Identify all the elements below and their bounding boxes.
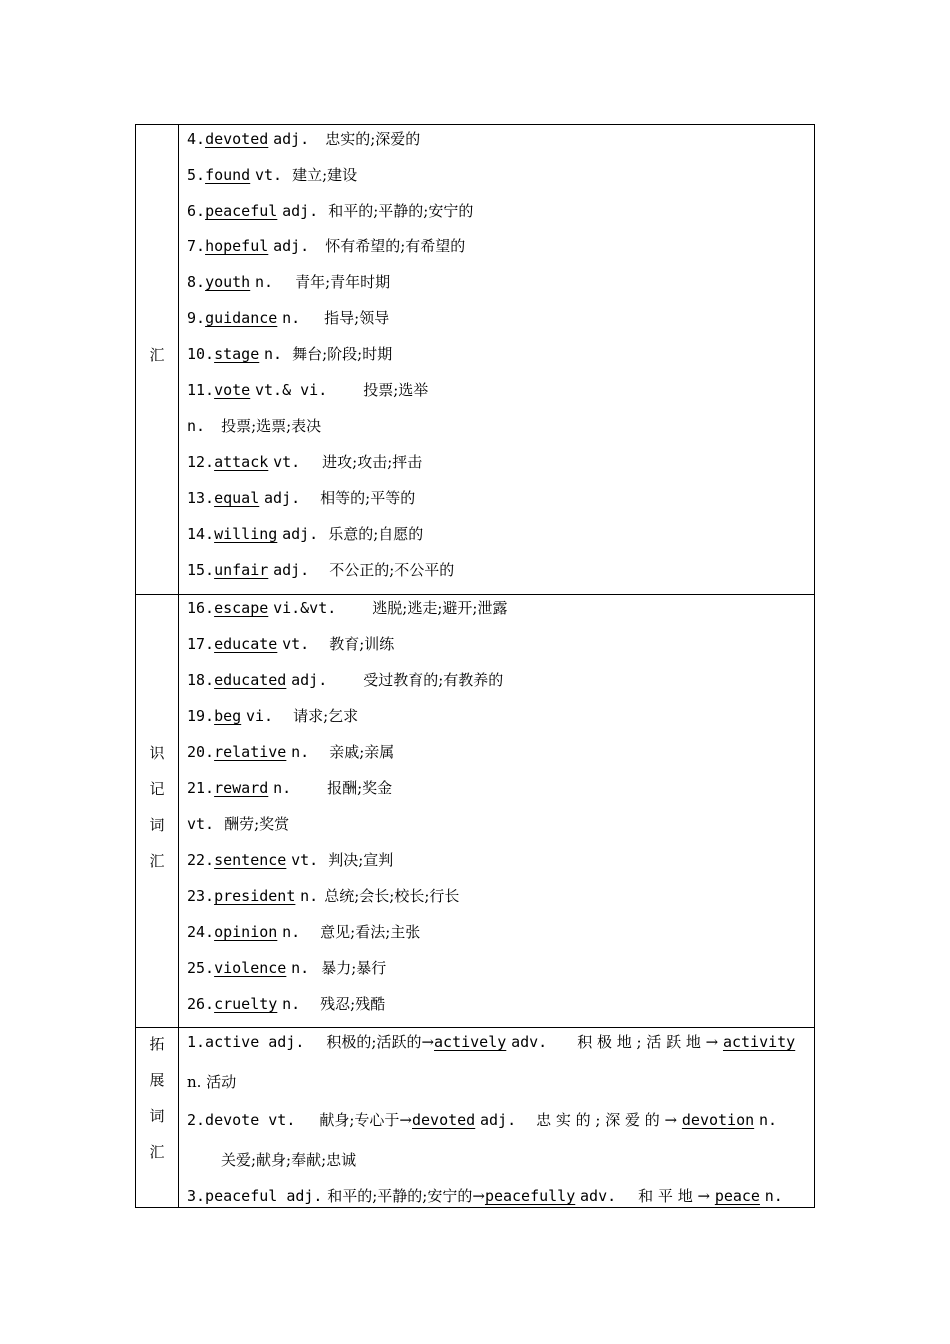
list-item: 9.guidance n. 指导;领导 xyxy=(187,309,390,327)
list-item: 3.peaceful adj. 和平的;平静的;安宁的→peacefully adv. 和 平 地 → peace n. xyxy=(187,1187,783,1205)
list-item: 2.devote vt. 献身;专心于→devoted adj. 忠 实 的 ; 深 爱 的 → devotion n. xyxy=(187,1111,777,1129)
section-label-cell xyxy=(136,1028,179,1207)
section-label-char: 汇 xyxy=(149,852,165,870)
list-item: n. 投票;选票;表决 xyxy=(187,417,322,435)
section-content-cell xyxy=(178,595,814,1027)
section-label-char: 汇 xyxy=(149,346,165,364)
list-item: 18.educated adj. 受过教育的;有教养的 xyxy=(187,671,504,689)
list-item: 20.relative n. 亲戚;亲属 xyxy=(187,743,395,761)
list-item: 17.educate vt. 教育;训练 xyxy=(187,635,395,653)
list-item: 25.violence n. 暴力;暴行 xyxy=(187,959,387,977)
table-section-3 xyxy=(136,1027,814,1207)
section-label-char: 汇 xyxy=(149,1143,165,1161)
list-item: 12.attack vt. 进攻;攻击;抨击 xyxy=(187,453,423,471)
list-item: 23.president n. 总统;会长;校长;行长 xyxy=(187,887,460,905)
section-label-char: 展 xyxy=(149,1071,165,1089)
list-item: 14.willing adj. 乐意的;自愿的 xyxy=(187,525,424,543)
section-label-char: 拓 xyxy=(149,1035,165,1053)
table-section-2 xyxy=(136,594,814,1027)
list-item: n. 活动 xyxy=(187,1073,237,1091)
section-label-cell xyxy=(136,595,179,1027)
section-content-cell xyxy=(178,125,814,594)
section-label-char: 识 xyxy=(149,744,165,762)
list-item: 11.vote vt.& vi. 投票;选举 xyxy=(187,381,429,399)
list-item: 24.opinion n. 意见;看法;主张 xyxy=(187,923,421,941)
section-label-char: 词 xyxy=(149,1107,165,1125)
list-item: 19.beg vi. 请求;乞求 xyxy=(187,707,359,725)
list-item: 6.peaceful adj. 和平的;平静的;安宁的 xyxy=(187,202,474,220)
list-item: 7.hopeful adj. 怀有希望的;有希望的 xyxy=(187,237,466,255)
section-label-cell xyxy=(136,125,179,594)
section-label-char: 词 xyxy=(149,816,165,834)
list-item: 5.found vt. 建立;建设 xyxy=(187,166,358,184)
list-item: 15.unfair adj. 不公正的;不公平的 xyxy=(187,561,455,579)
list-item: 1.active adj. 积极的;活跃的→actively adv. 积 极 地 ; 活 跃 地 → activity xyxy=(187,1033,796,1051)
list-item: 8.youth n. 青年;青年时期 xyxy=(187,273,391,291)
list-item: 关爱;献身;奉献;忠诚 xyxy=(221,1151,357,1169)
table-section-1 xyxy=(136,125,814,594)
vocabulary-table xyxy=(135,124,815,1208)
section-label-char: 记 xyxy=(149,780,165,798)
list-item: 13.equal adj. 相等的;平等的 xyxy=(187,489,416,507)
list-item: 22.sentence vt. 判决;宣判 xyxy=(187,851,394,869)
section-content-cell xyxy=(178,1028,814,1207)
list-item: 21.reward n. 报酬;奖金 xyxy=(187,779,393,797)
list-item: 26.cruelty n. 残忍;残酷 xyxy=(187,995,386,1013)
list-item: vt. 酬劳;奖赏 xyxy=(187,815,290,833)
list-item: 4.devoted adj. 忠实的;深爱的 xyxy=(187,130,421,148)
list-item: 16.escape vi.&vt. 逃脱;逃走;避开;泄露 xyxy=(187,599,508,617)
list-item: 10.stage n. 舞台;阶段;时期 xyxy=(187,345,393,363)
